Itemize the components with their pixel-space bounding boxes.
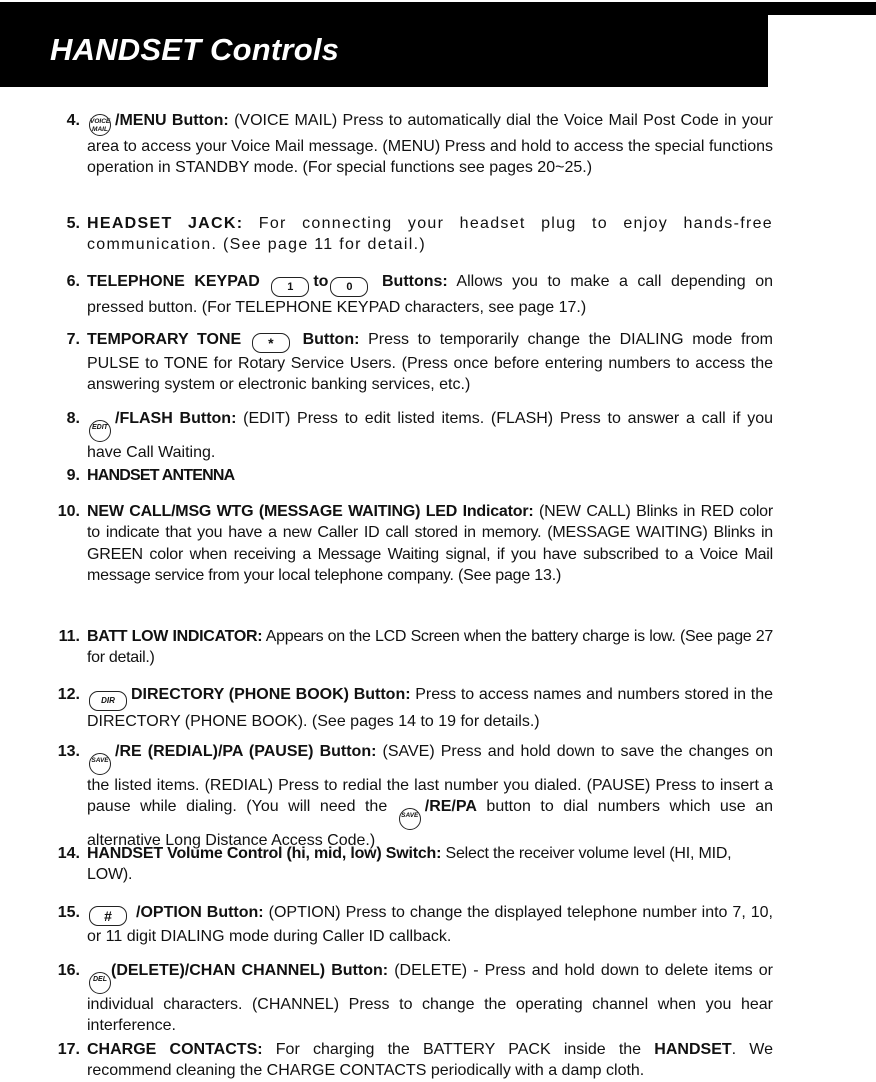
hash-key-icon: # [89,906,127,926]
item-body: HANDSET Volume Control (hi, mid, low) Switch: Select the receiver volume level (HI, MID, LOW). [87,845,732,884]
item-body: VOICE MAIL/MENU Button: (VOICE MAIL) Press to automatically dial the Voice Mail Post Code in your area to access your Voice Mail message. (MENU) Press and hold to access the special functions operation in STANDBY mode. (For special functions see pages 20~25.) [87,112,773,177]
item-body: DIR DIRECTORY (PHONE BOOK) Button: Press to access names and numbers stored in the DIRECTORY (PHONE BOOK). (See pages 14 to 19 for details.) [87,686,773,730]
item-body: TELEPHONE KEYPAD 1 to 0 Buttons: Allows you to make a call depending on pressed button. (For TELEPHONE KEYPAD characters, see page 17.) [87,273,773,316]
item-body: EDIT/FLASH Button: (EDIT) Press to edit listed items. (FLASH) Press to answer a call if you have Call Waiting. [87,410,774,461]
item-number: 14. [57,845,80,862]
item-number: 16. [57,962,80,979]
item-body: HANDSET ANTENNA [87,467,235,484]
item-number: 12. [57,686,80,703]
item-number: 15. [57,904,80,921]
header-tab [768,5,876,15]
page-title: HANDSET Controls [50,32,340,67]
item-number: 10. [57,503,80,520]
save-key-icon: SAVE [89,753,111,775]
item-number: 9. [66,467,80,484]
item-number: 8. [66,410,80,427]
dir-key-icon: DIR [89,691,127,711]
voice-mail-key-icon: VOICE MAIL [89,114,111,136]
del-key-icon: DEL [89,972,111,994]
item-body: HEADSET JACK: For connecting your headset plug to enjoy hands-free communication. (See page 11 for detail.) [87,215,773,254]
item-body: NEW CALL/MSG WTG (MESSAGE WAITING) LED Indicator: (NEW CALL) Blinks in RED color to indicate that you have a new Caller ID call stored in memory. (MESSAGE WAITING) Blinks in GREEN color when receiving a Message Waiting signal, if you have subscribed to a Voice Mail message service from your local telephone company. (See page 13.) [87,503,773,584]
item-body: # /OPTION Button: (OPTION) Press to change the displayed telephone number into 7, 10, or 11 digit DIALING mode during Caller ID callback. [87,904,774,945]
key-0-icon: 0 [330,277,368,297]
save-key-icon: SAVE [399,808,421,830]
item-body: CHARGE CONTACTS: For charging the BATTERY PACK inside the HANDSET. We recommend cleaning the CHARGE CONTACTS periodically with a damp cloth. [87,1041,774,1080]
item-number: 11. [58,628,80,645]
star-key-icon: * [252,333,290,353]
item-body: TEMPORARY TONE * Button: Press to temporarily change the DIALING mode from PULSE to TONE for Rotary Service Users. (Press once before entering numbers to access the answering system or electronic banking services, etc.) [87,331,773,394]
item-number: 13. [57,743,80,760]
item-number: 5. [66,215,80,232]
item-number: 6. [66,273,80,290]
edit-key-icon: EDIT [89,420,111,442]
item-body: SAVE/RE (REDIAL)/PA (PAUSE) Button: (SAVE) Press and hold down to save the changes on the listed items. (REDIAL) Press to redial the last number you dialed. (PAUSE) Press to insert a pause while dialing. (You will need the SAVE/RE/PA button to dial numbers which use an alternative Long Distance Access Code.) [87,743,774,850]
item-number: 4. [66,112,80,129]
key-1-icon: 1 [271,277,309,297]
item-number: 17. [57,1041,80,1058]
item-body: DEL(DELETE)/CHAN CHANNEL) Button: (DELETE) - Press and hold down to delete items or individual characters. (CHANNEL) Press to change the operating channel when you hear interference. [87,962,774,1035]
item-body: BATT LOW INDICATOR: Appears on the LCD Screen when the battery charge is low. (See page 27 for detail.) [87,628,773,667]
item-number: 7. [66,331,80,348]
